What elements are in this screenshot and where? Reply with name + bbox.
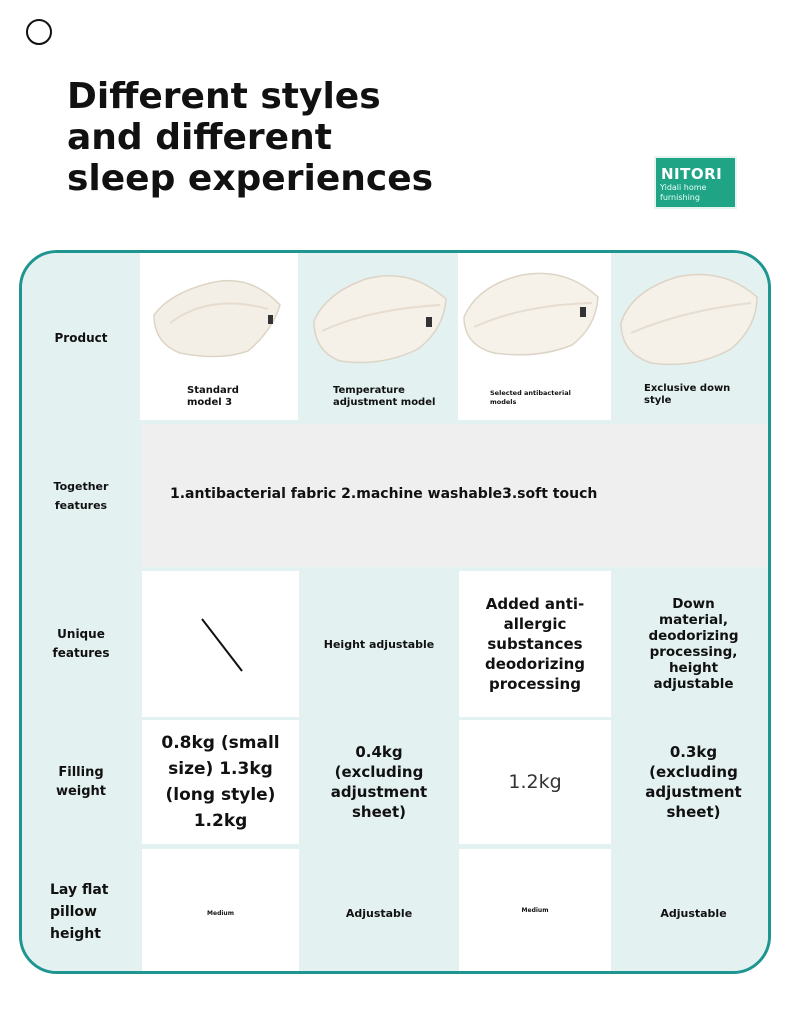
height-cell-2 (301, 849, 457, 974)
brand-logo (654, 156, 737, 209)
unique-feature-text: Added anti-allergic substances deodorizing processing (484, 595, 586, 693)
product-cell-1 (140, 253, 298, 420)
unique-feature-text: Height adjustable (323, 637, 435, 651)
title-line-3: sleep experiences (67, 158, 434, 199)
title-line-2: and different (67, 117, 332, 158)
height-cell-3 (459, 849, 611, 973)
filling-weight-text: 1.2kg (508, 771, 562, 793)
pillow-height-text: Medium (521, 906, 549, 914)
product-name: Temperature adjustment model (333, 385, 436, 408)
filling-cell-3 (459, 720, 611, 844)
unique-cell-1 (142, 571, 299, 717)
filling-cell-2 (301, 720, 457, 844)
comparison-table (19, 250, 771, 974)
circle-icon (26, 19, 52, 45)
together-features-cell (142, 424, 771, 567)
logo-subtitle (660, 183, 706, 203)
product-name: Selected antibacterial models (490, 389, 571, 406)
height-cell-4 (613, 849, 771, 974)
product-cell-4 (611, 253, 771, 420)
pillow-height-text: Adjustable (345, 906, 413, 920)
height-cell-1 (142, 849, 299, 974)
product-name: Exclusive down style (644, 383, 731, 406)
unique-cell-2 (301, 571, 457, 717)
row-label-product: Product (22, 253, 140, 423)
title-line-1: Different styles (67, 76, 381, 117)
row-label-together-features: Together features (22, 423, 140, 569)
pillow-height-text: Medium (207, 909, 234, 917)
row-label-filling-weight: Filling weight (22, 719, 140, 845)
logo-sub-line-2: furnishing (660, 193, 700, 202)
pillow-height-text: Adjustable (660, 906, 727, 920)
slash-icon (142, 571, 299, 717)
logo-brand-text: NITORI (661, 165, 723, 183)
product-cell-3 (458, 253, 611, 420)
filling-weight-text: 0.8kg (small size) 1.3kg (long style) 1.2kg (161, 733, 280, 831)
filling-weight-text: 0.3kg (excluding adjustment sheet) (645, 743, 742, 821)
product-cell-2 (300, 253, 457, 420)
logo-sub-line-1: Yidali home (660, 183, 707, 192)
filling-cell-4 (613, 720, 771, 844)
unique-feature-text: Down material, deodorizing processing, height adjustable (648, 596, 739, 692)
unique-cell-4 (613, 571, 771, 717)
unique-cell-3 (459, 571, 611, 717)
row-label-pillow-height: Lay flat pillow height (22, 847, 140, 974)
row-label-unique-features: Unique features (22, 569, 140, 718)
product-name: Standard model 3 (187, 385, 239, 408)
filling-weight-text: 0.4kg (excluding adjustment sheet) (330, 743, 428, 821)
filling-cell-1 (142, 720, 299, 844)
page-title (67, 76, 433, 199)
together-features-text: 1.antibacterial fabric 2.machine washable3.soft touch (170, 485, 598, 502)
